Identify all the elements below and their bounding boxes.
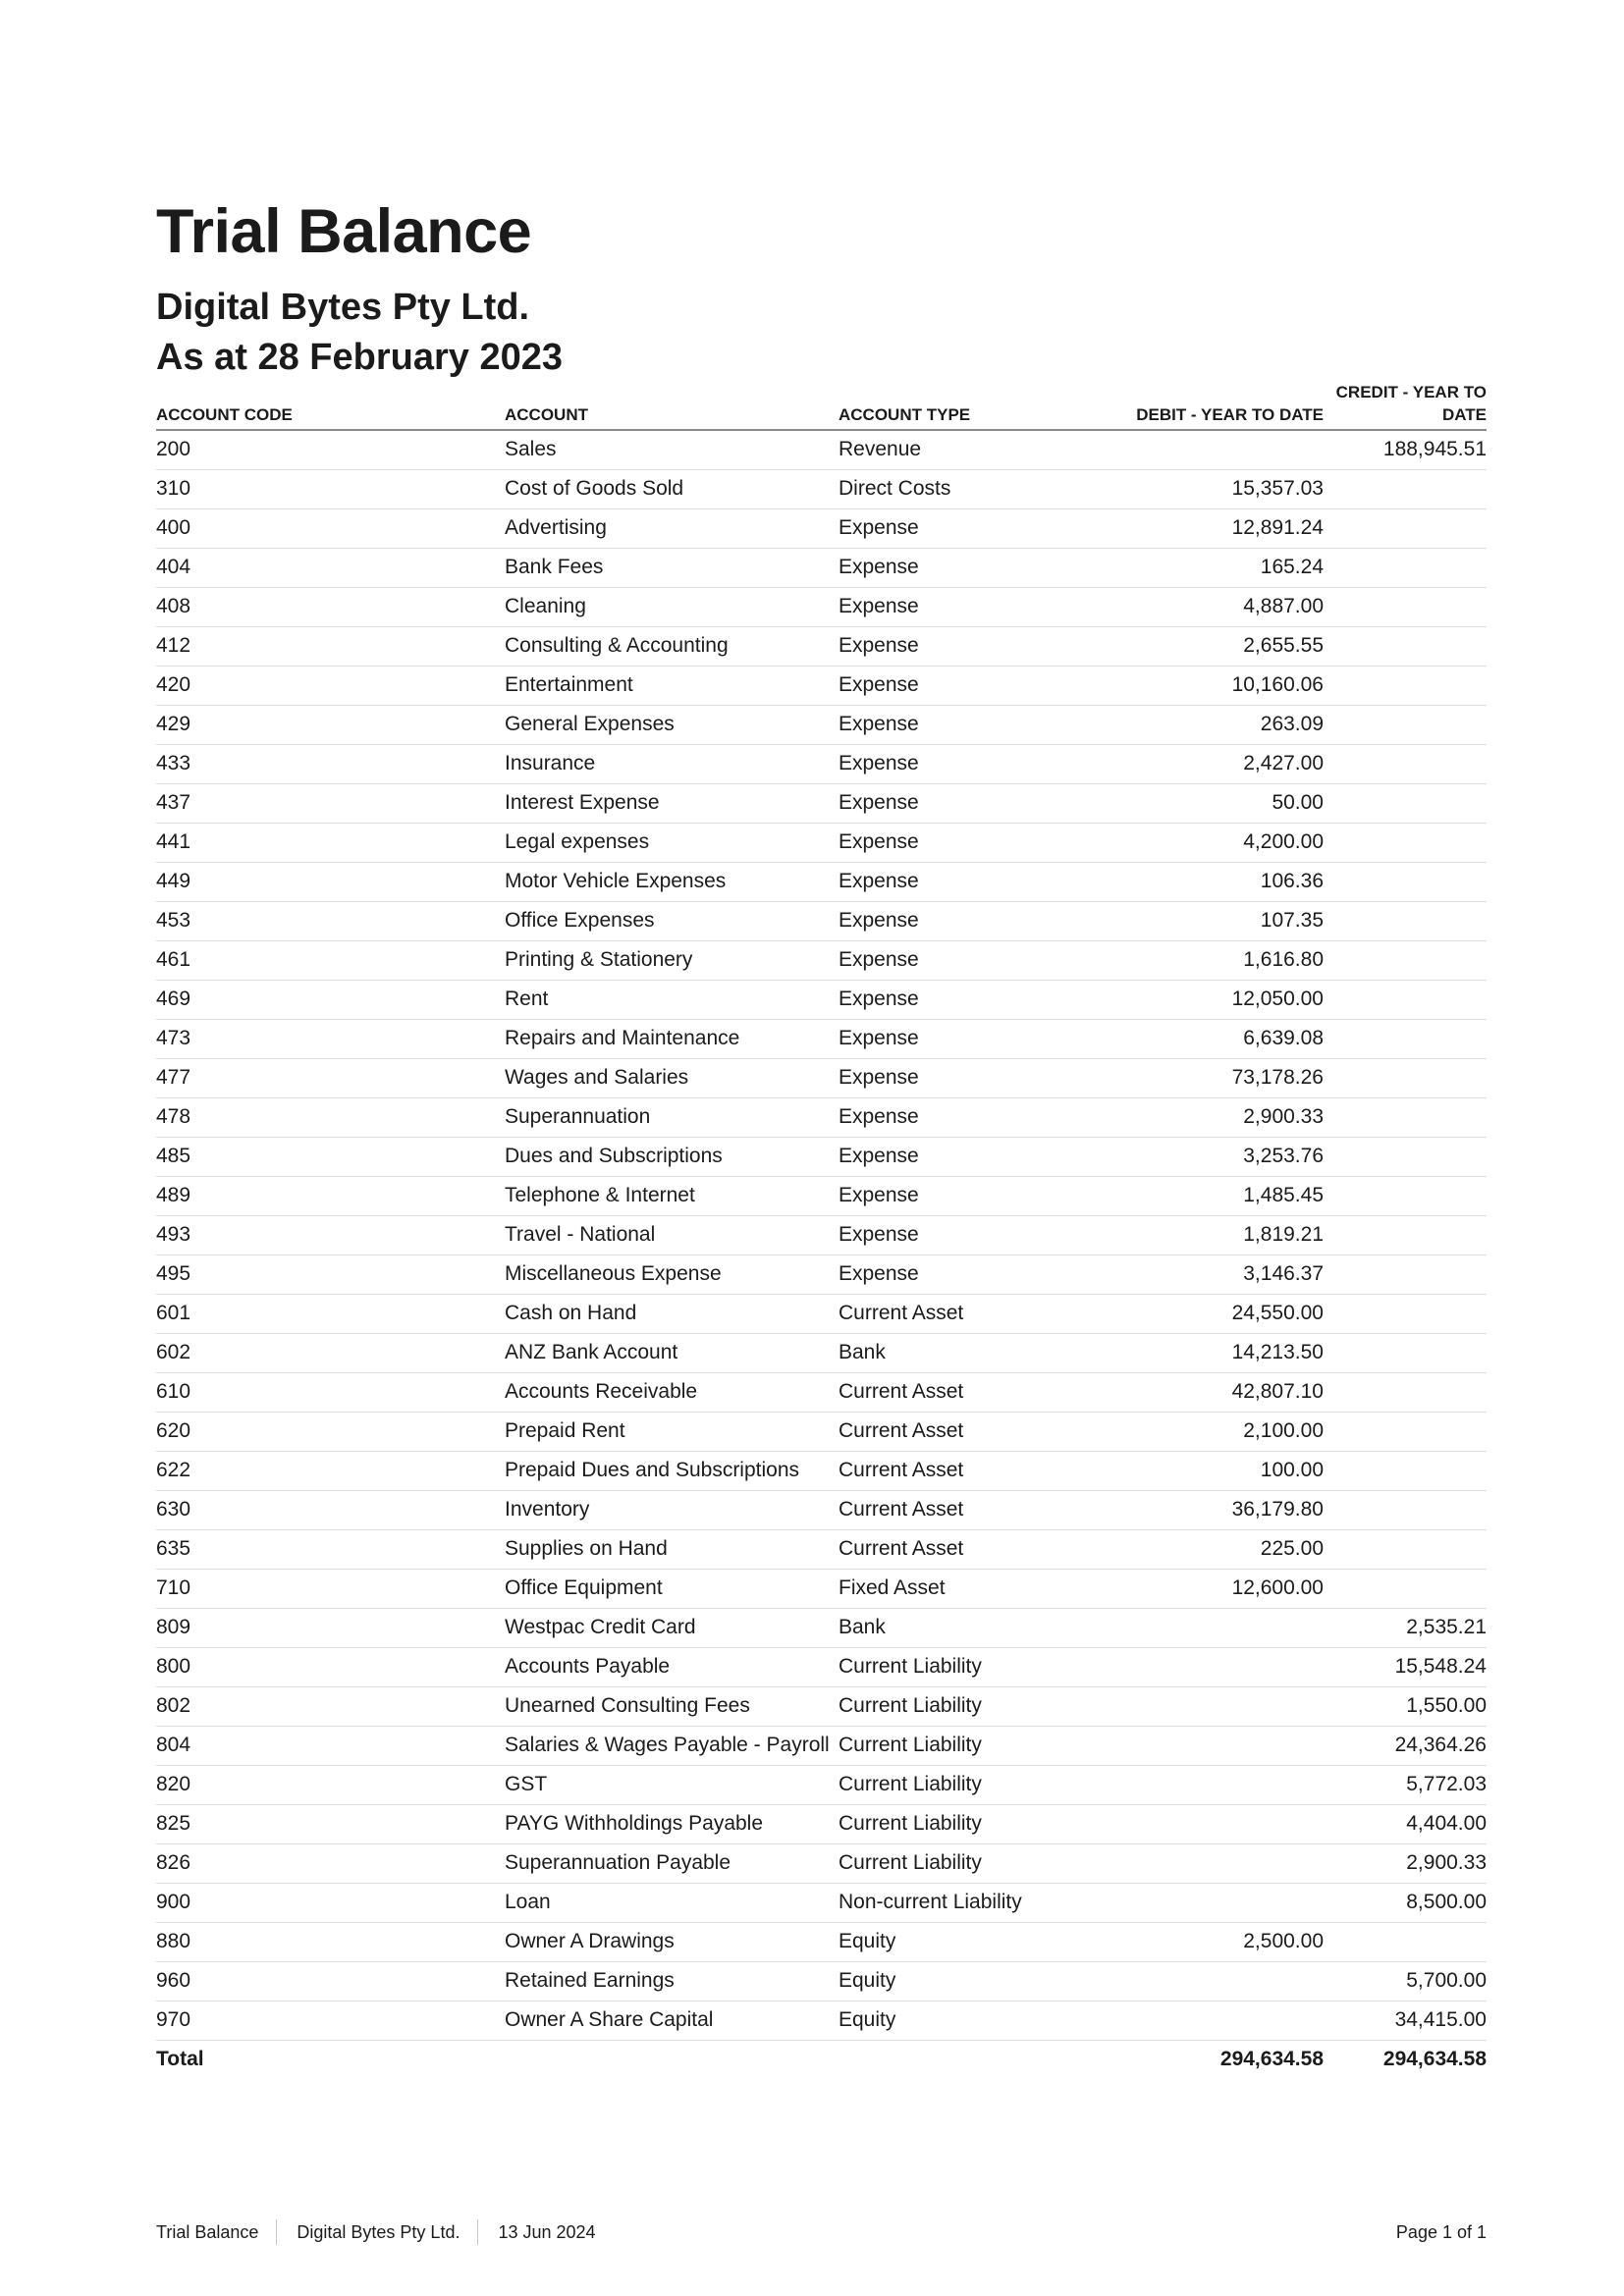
cell-debit: 73,178.26 (1113, 1058, 1324, 1097)
cell-account-type: Expense (839, 1215, 1113, 1255)
cell-account: Office Equipment (505, 1569, 839, 1608)
cell-account: Consulting & Accounting (505, 626, 839, 666)
table-row (156, 901, 1487, 940)
cell-account-type: Current Liability (839, 1843, 1113, 1883)
table-row (156, 1490, 1487, 1529)
cell-credit: 188,945.51 (1324, 430, 1487, 469)
cell-account-type: Current Liability (839, 1726, 1113, 1765)
cell-credit (1324, 783, 1487, 823)
cell-debit: 263.09 (1113, 705, 1324, 744)
cell-credit: 8,500.00 (1324, 1883, 1487, 1922)
cell-account-type: Expense (839, 1255, 1113, 1294)
cell-credit (1324, 1922, 1487, 1961)
cell-account: ANZ Bank Account (505, 1333, 839, 1372)
cell-debit: 50.00 (1113, 783, 1324, 823)
table-row (156, 1019, 1487, 1058)
cell-debit: 2,100.00 (1113, 1412, 1324, 1451)
table-row (156, 1883, 1487, 1922)
cell-debit (1113, 1883, 1324, 1922)
footer-report-name: Trial Balance (156, 2222, 259, 2242)
cell-account-type: Expense (839, 626, 1113, 666)
cell-account-type: Current Liability (839, 1804, 1113, 1843)
cell-account-code: 200 (156, 430, 505, 469)
cell-account-code: 602 (156, 1333, 505, 1372)
cell-account-code: 400 (156, 508, 505, 548)
cell-credit (1324, 469, 1487, 508)
cell-account-code: 710 (156, 1569, 505, 1608)
cell-debit (1113, 430, 1324, 469)
cell-debit: 24,550.00 (1113, 1294, 1324, 1333)
cell-account-code: 630 (156, 1490, 505, 1529)
cell-account-code: 461 (156, 940, 505, 980)
cell-account: Accounts Payable (505, 1647, 839, 1686)
cell-credit: 5,772.03 (1324, 1765, 1487, 1804)
cell-credit: 4,404.00 (1324, 1804, 1487, 1843)
cell-account-code: 809 (156, 1608, 505, 1647)
table-row (156, 940, 1487, 980)
cell-account-type: Current Asset (839, 1451, 1113, 1490)
cell-account-code: 610 (156, 1372, 505, 1412)
cell-account-type: Expense (839, 862, 1113, 901)
total-empty-type (839, 2040, 1113, 2079)
cell-account: GST (505, 1765, 839, 1804)
cell-account: Cleaning (505, 587, 839, 626)
cell-account: Salaries & Wages Payable - Payroll (505, 1726, 839, 1765)
cell-account-code: 404 (156, 548, 505, 587)
table-row (156, 980, 1487, 1019)
cell-credit (1324, 940, 1487, 980)
cell-account: PAYG Withholdings Payable (505, 1804, 839, 1843)
cell-credit: 34,415.00 (1324, 2001, 1487, 2040)
cell-account: Bank Fees (505, 548, 839, 587)
footer-divider (276, 2219, 277, 2245)
total-debit: 294,634.58 (1219, 2048, 1324, 2071)
table-row (156, 823, 1487, 862)
cell-account-code: 477 (156, 1058, 505, 1097)
cell-credit (1324, 1372, 1487, 1412)
cell-credit (1324, 744, 1487, 783)
cell-account-code: 825 (156, 1804, 505, 1843)
table-row (156, 1215, 1487, 1255)
table-row (156, 548, 1487, 587)
cell-credit (1324, 1294, 1487, 1333)
cell-account-type: Equity (839, 2001, 1113, 2040)
cell-account-code: 880 (156, 1922, 505, 1961)
cell-credit (1324, 587, 1487, 626)
cell-account-type: Current Liability (839, 1647, 1113, 1686)
table-row (156, 1255, 1487, 1294)
footer-generated-date: 13 Jun 2024 (498, 2222, 596, 2242)
cell-debit: 12,891.24 (1113, 508, 1324, 548)
cell-account: Cost of Goods Sold (505, 469, 839, 508)
cell-credit (1324, 1529, 1487, 1569)
cell-account-code: 493 (156, 1215, 505, 1255)
cell-account: Office Expenses (505, 901, 839, 940)
cell-account-type: Fixed Asset (839, 1569, 1113, 1608)
trial-balance-table (156, 381, 1487, 2079)
cell-debit: 2,655.55 (1113, 626, 1324, 666)
cell-account-type: Equity (839, 1922, 1113, 1961)
cell-account: Repairs and Maintenance (505, 1019, 839, 1058)
cell-account: Telephone & Internet (505, 1176, 839, 1215)
cell-account: Owner A Share Capital (505, 2001, 839, 2040)
cell-credit (1324, 626, 1487, 666)
cell-debit: 1,485.45 (1113, 1176, 1324, 1215)
table-row (156, 1372, 1487, 1412)
table-row (156, 1097, 1487, 1137)
cell-credit (1324, 1176, 1487, 1215)
cell-debit (1113, 1686, 1324, 1726)
table-body (156, 430, 1487, 2040)
cell-debit (1113, 1647, 1324, 1686)
cell-debit (1113, 1608, 1324, 1647)
cell-account-code: 408 (156, 587, 505, 626)
table-row (156, 1647, 1487, 1686)
cell-account: Superannuation (505, 1097, 839, 1137)
cell-debit (1113, 1765, 1324, 1804)
cell-account: Accounts Receivable (505, 1372, 839, 1412)
cell-account-code: 601 (156, 1294, 505, 1333)
table-row (156, 1804, 1487, 1843)
cell-account-type: Expense (839, 744, 1113, 783)
cell-credit: 15,548.24 (1324, 1647, 1487, 1686)
cell-account-type: Current Asset (839, 1372, 1113, 1412)
cell-credit (1324, 1019, 1487, 1058)
cell-account: Travel - National (505, 1215, 839, 1255)
cell-account: Westpac Credit Card (505, 1608, 839, 1647)
cell-account-code: 441 (156, 823, 505, 862)
table-row (156, 1726, 1487, 1765)
table-row (156, 1961, 1487, 2001)
total-credit: 294,634.58 (1382, 2048, 1487, 2071)
cell-debit: 107.35 (1113, 901, 1324, 940)
footer-divider (477, 2219, 478, 2245)
cell-debit (1113, 1726, 1324, 1765)
cell-credit (1324, 548, 1487, 587)
cell-account-type: Expense (839, 1058, 1113, 1097)
cell-account-type: Expense (839, 1137, 1113, 1176)
table-row (156, 705, 1487, 744)
cell-credit (1324, 1097, 1487, 1137)
cell-debit: 4,200.00 (1113, 823, 1324, 862)
report-title: Trial Balance (156, 197, 532, 266)
cell-debit: 1,616.80 (1113, 940, 1324, 980)
cell-debit (1113, 2001, 1324, 2040)
table-row (156, 1529, 1487, 1569)
cell-debit: 165.24 (1113, 548, 1324, 587)
cell-account: Motor Vehicle Expenses (505, 862, 839, 901)
cell-account: Loan (505, 1883, 839, 1922)
table-row (156, 783, 1487, 823)
cell-account-code: 820 (156, 1765, 505, 1804)
cell-debit: 36,179.80 (1113, 1490, 1324, 1529)
cell-account-code: 433 (156, 744, 505, 783)
table-row (156, 1765, 1487, 1804)
cell-credit: 1,550.00 (1324, 1686, 1487, 1726)
table-row (156, 1843, 1487, 1883)
cell-debit: 1,819.21 (1113, 1215, 1324, 1255)
cell-account-code: 900 (156, 1883, 505, 1922)
table-row (156, 666, 1487, 705)
report-date: As at 28 February 2023 (156, 337, 564, 378)
cell-debit: 3,146.37 (1113, 1255, 1324, 1294)
cell-debit (1113, 1804, 1324, 1843)
cell-account-type: Current Liability (839, 1765, 1113, 1804)
cell-account: Sales (505, 430, 839, 469)
cell-account-type: Expense (839, 587, 1113, 626)
cell-account-code: 473 (156, 1019, 505, 1058)
table-row (156, 587, 1487, 626)
cell-debit (1113, 1843, 1324, 1883)
cell-account: Prepaid Dues and Subscriptions (505, 1451, 839, 1490)
cell-account-type: Non-current Liability (839, 1883, 1113, 1922)
cell-account-code: 970 (156, 2001, 505, 2040)
cell-debit: 106.36 (1113, 862, 1324, 901)
table-row (156, 1333, 1487, 1372)
cell-account: Interest Expense (505, 783, 839, 823)
cell-account: Retained Earnings (505, 1961, 839, 2001)
cell-credit (1324, 1451, 1487, 1490)
header-account-type: ACCOUNT TYPE (839, 381, 1113, 430)
cell-account-code: 622 (156, 1451, 505, 1490)
cell-account-code: 310 (156, 469, 505, 508)
cell-account-code: 412 (156, 626, 505, 666)
cell-debit: 100.00 (1113, 1451, 1324, 1490)
cell-account: Legal expenses (505, 823, 839, 862)
table-header-row (156, 381, 1487, 430)
cell-debit: 6,639.08 (1113, 1019, 1324, 1058)
cell-account: Entertainment (505, 666, 839, 705)
cell-debit: 2,900.33 (1113, 1097, 1324, 1137)
cell-account: Superannuation Payable (505, 1843, 839, 1883)
cell-account: Owner A Drawings (505, 1922, 839, 1961)
cell-account-type: Expense (839, 508, 1113, 548)
cell-credit (1324, 1058, 1487, 1097)
cell-credit (1324, 1137, 1487, 1176)
cell-credit (1324, 1215, 1487, 1255)
table-row (156, 1058, 1487, 1097)
cell-account-code: 826 (156, 1843, 505, 1883)
cell-credit (1324, 862, 1487, 901)
table-row (156, 1569, 1487, 1608)
table-row (156, 469, 1487, 508)
cell-account-code: 495 (156, 1255, 505, 1294)
cell-debit: 2,427.00 (1113, 744, 1324, 783)
cell-account: Dues and Subscriptions (505, 1137, 839, 1176)
cell-account-code: 635 (156, 1529, 505, 1569)
cell-credit (1324, 1255, 1487, 1294)
cell-credit: 24,364.26 (1324, 1726, 1487, 1765)
cell-account-type: Expense (839, 666, 1113, 705)
footer-organisation: Digital Bytes Pty Ltd. (297, 2222, 460, 2242)
cell-account-type: Expense (839, 901, 1113, 940)
cell-account-code: 478 (156, 1097, 505, 1137)
cell-account: General Expenses (505, 705, 839, 744)
cell-debit: 2,500.00 (1113, 1922, 1324, 1961)
cell-credit (1324, 1490, 1487, 1529)
cell-debit (1113, 1961, 1324, 2001)
cell-credit (1324, 980, 1487, 1019)
cell-account: Printing & Stationery (505, 940, 839, 980)
cell-account: Insurance (505, 744, 839, 783)
cell-account-code: 620 (156, 1412, 505, 1451)
cell-account-code: 485 (156, 1137, 505, 1176)
cell-account: Wages and Salaries (505, 1058, 839, 1097)
cell-debit: 12,600.00 (1113, 1569, 1324, 1608)
organisation-name: Digital Bytes Pty Ltd. (156, 287, 530, 328)
cell-debit: 3,253.76 (1113, 1137, 1324, 1176)
table-row (156, 1608, 1487, 1647)
cell-account-type: Expense (839, 940, 1113, 980)
cell-account-type: Revenue (839, 430, 1113, 469)
cell-account-type: Current Asset (839, 1412, 1113, 1451)
cell-account-code: 800 (156, 1647, 505, 1686)
cell-account-code: 429 (156, 705, 505, 744)
table-row (156, 430, 1487, 469)
total-empty-account (505, 2040, 839, 2079)
table-row (156, 1686, 1487, 1726)
cell-debit: 12,050.00 (1113, 980, 1324, 1019)
cell-credit (1324, 823, 1487, 862)
cell-account-type: Current Liability (839, 1686, 1113, 1726)
cell-debit: 42,807.10 (1113, 1372, 1324, 1412)
cell-account: Inventory (505, 1490, 839, 1529)
cell-account: Cash on Hand (505, 1294, 839, 1333)
cell-account-type: Equity (839, 1961, 1113, 2001)
table-row (156, 1137, 1487, 1176)
cell-credit: 2,535.21 (1324, 1608, 1487, 1647)
cell-account-type: Expense (839, 1019, 1113, 1058)
header-credit: CREDIT - YEAR TO DATE (1324, 381, 1487, 430)
cell-account-code: 802 (156, 1686, 505, 1726)
table-row (156, 508, 1487, 548)
footer-page-number: Page 1 of 1 (1395, 2222, 1487, 2242)
cell-account: Prepaid Rent (505, 1412, 839, 1451)
cell-account: Supplies on Hand (505, 1529, 839, 1569)
cell-account-code: 420 (156, 666, 505, 705)
cell-account-type: Expense (839, 783, 1113, 823)
cell-account-type: Expense (839, 823, 1113, 862)
cell-debit: 10,160.06 (1113, 666, 1324, 705)
cell-credit (1324, 666, 1487, 705)
cell-account-type: Expense (839, 1176, 1113, 1215)
cell-credit (1324, 1412, 1487, 1451)
page-footer (156, 2218, 1487, 2246)
cell-credit (1324, 901, 1487, 940)
cell-account: Miscellaneous Expense (505, 1255, 839, 1294)
total-label: Total (156, 2048, 204, 2071)
cell-credit: 2,900.33 (1324, 1843, 1487, 1883)
cell-account-type: Expense (839, 705, 1113, 744)
cell-account-type: Bank (839, 1608, 1113, 1647)
cell-account-code: 489 (156, 1176, 505, 1215)
cell-credit: 5,700.00 (1324, 1961, 1487, 2001)
cell-account-code: 469 (156, 980, 505, 1019)
cell-credit (1324, 1333, 1487, 1372)
total-row (156, 2040, 1487, 2079)
table-row (156, 2001, 1487, 2040)
cell-account-type: Expense (839, 1097, 1113, 1137)
table-row (156, 626, 1487, 666)
cell-account-type: Bank (839, 1333, 1113, 1372)
cell-account-code: 449 (156, 862, 505, 901)
table-row (156, 1412, 1487, 1451)
cell-credit (1324, 1569, 1487, 1608)
cell-debit: 15,357.03 (1113, 469, 1324, 508)
cell-credit (1324, 508, 1487, 548)
table-row (156, 862, 1487, 901)
cell-account-code: 453 (156, 901, 505, 940)
cell-account-type: Current Asset (839, 1294, 1113, 1333)
cell-debit: 4,887.00 (1113, 587, 1324, 626)
cell-account-code: 804 (156, 1726, 505, 1765)
cell-account-type: Expense (839, 980, 1113, 1019)
table-row (156, 1451, 1487, 1490)
cell-account-code: 960 (156, 1961, 505, 2001)
header-account-code: ACCOUNT CODE (156, 381, 505, 430)
table-row (156, 1922, 1487, 1961)
cell-credit (1324, 705, 1487, 744)
table-row (156, 1294, 1487, 1333)
cell-account-type: Current Asset (839, 1490, 1113, 1529)
cell-account-type: Direct Costs (839, 469, 1113, 508)
cell-account-type: Expense (839, 548, 1113, 587)
table-row (156, 744, 1487, 783)
cell-account: Rent (505, 980, 839, 1019)
cell-account: Advertising (505, 508, 839, 548)
header-debit: DEBIT - YEAR TO DATE (1113, 381, 1324, 430)
cell-account-code: 437 (156, 783, 505, 823)
cell-debit: 14,213.50 (1113, 1333, 1324, 1372)
header-account: ACCOUNT (505, 381, 839, 430)
cell-account-type: Current Asset (839, 1529, 1113, 1569)
table-row (156, 1176, 1487, 1215)
cell-account: Unearned Consulting Fees (505, 1686, 839, 1726)
cell-debit: 225.00 (1113, 1529, 1324, 1569)
